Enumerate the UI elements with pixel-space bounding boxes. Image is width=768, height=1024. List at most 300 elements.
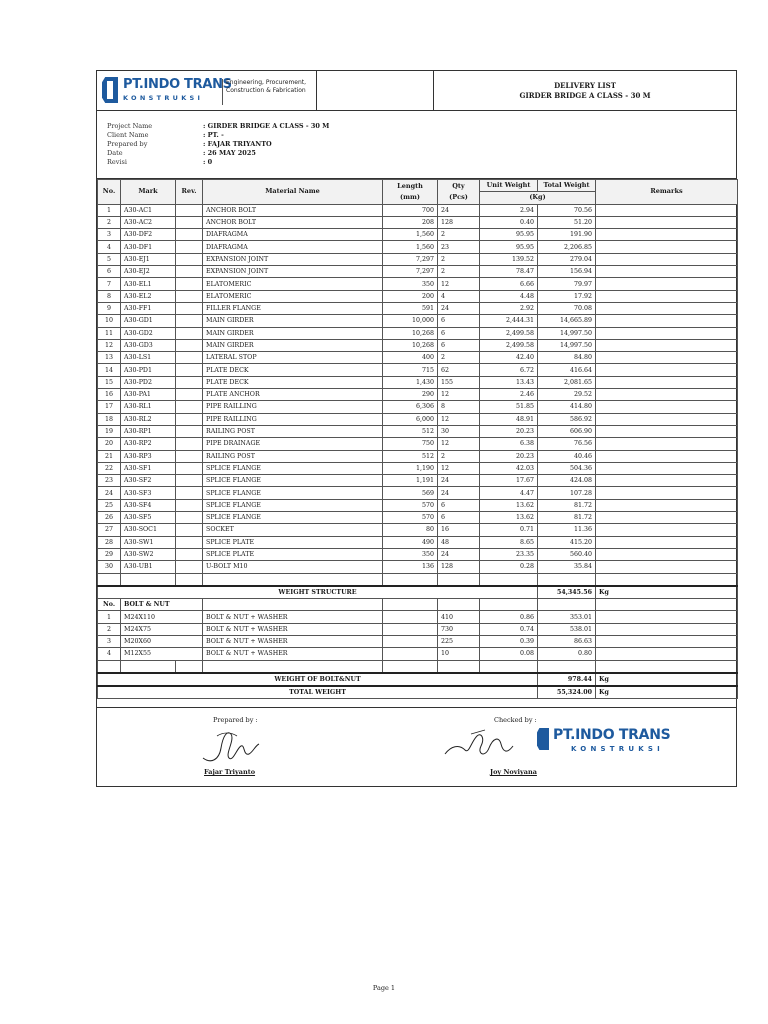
row-rev <box>176 425 203 437</box>
bolt-material: BOLT & NUT + WASHER <box>203 648 383 660</box>
row-material: ANCHOR BOLT <box>203 204 383 216</box>
row-unit-weight: 95.95 <box>480 229 538 241</box>
table-row <box>98 487 738 499</box>
row-rev <box>176 413 203 425</box>
blank-cell <box>383 573 438 586</box>
row-mark: A30-RL2 <box>121 413 176 425</box>
row-remarks <box>596 524 738 536</box>
row-rev <box>176 266 203 278</box>
revision-label: Revisi <box>107 158 127 166</box>
bolt-length <box>383 611 438 623</box>
blank-cell <box>480 660 538 673</box>
table-row <box>98 524 738 536</box>
row-qty: 6 <box>438 339 480 351</box>
row-material: ELATOMERIC <box>203 290 383 302</box>
project-name-label: Project Name <box>107 122 153 130</box>
row-material: SPLICE PLATE <box>203 536 383 548</box>
row-qty: 12 <box>438 278 480 290</box>
bolt-qty: 10 <box>438 648 480 660</box>
prepared-by-label: Prepared by <box>107 140 148 148</box>
row-length: 750 <box>383 438 438 450</box>
row-qty: 2 <box>438 229 480 241</box>
row-length: 512 <box>383 425 438 437</box>
row-material: LATERAL STOP <box>203 352 383 364</box>
table-row <box>98 216 738 228</box>
row-rev <box>176 450 203 462</box>
row-mark: A30-SF3 <box>121 487 176 499</box>
row-remarks <box>596 339 738 351</box>
row-remarks <box>596 536 738 548</box>
bolt-row <box>98 611 738 623</box>
row-qty: 12 <box>438 438 480 450</box>
row-no: 22 <box>98 462 121 474</box>
row-total-weight: 107.28 <box>538 487 596 499</box>
row-unit-weight: 13.62 <box>480 512 538 524</box>
weight-structure-row <box>98 586 738 599</box>
row-mark: A30-SW1 <box>121 536 176 548</box>
row-total-weight: 40.46 <box>538 450 596 462</box>
table-row <box>98 548 738 560</box>
row-length: 6,000 <box>383 413 438 425</box>
table-row <box>98 315 738 327</box>
row-remarks <box>596 389 738 401</box>
row-unit-weight: 6.66 <box>480 278 538 290</box>
row-mark: A30-PD2 <box>121 376 176 388</box>
blank-cell <box>480 573 538 586</box>
checked-stamp-logo-icon <box>537 728 549 750</box>
bolt-remarks <box>596 648 738 660</box>
row-no: 3 <box>98 229 121 241</box>
row-length: 1,191 <box>383 475 438 487</box>
row-total-weight: 14,997.50 <box>538 339 596 351</box>
table-row <box>98 512 738 524</box>
bolt-qty: 225 <box>438 635 480 647</box>
row-material: PLATE ANCHOR <box>203 389 383 401</box>
row-rev <box>176 302 203 314</box>
row-total-weight: 424.08 <box>538 475 596 487</box>
bolt-unit-weight: 0.08 <box>480 648 538 660</box>
row-total-weight: 414.80 <box>538 401 596 413</box>
row-rev <box>176 204 203 216</box>
row-length: 290 <box>383 389 438 401</box>
table-row <box>98 327 738 339</box>
checked-by-caption: Checked by : <box>494 716 537 724</box>
row-total-weight: 11.36 <box>538 524 596 536</box>
row-length: 7,297 <box>383 266 438 278</box>
row-remarks <box>596 376 738 388</box>
table-row <box>98 364 738 376</box>
bolt-row <box>98 623 738 635</box>
row-qty: 2 <box>438 253 480 265</box>
row-length: 570 <box>383 512 438 524</box>
signature-section <box>97 707 736 787</box>
stamp-company-subname: KONSTRUKSI <box>571 745 664 753</box>
row-remarks <box>596 548 738 560</box>
weight-bolt-row <box>98 673 738 686</box>
row-mark: A30-UB1 <box>121 561 176 573</box>
row-total-weight: 76.56 <box>538 438 596 450</box>
checked-signature <box>441 724 551 768</box>
total-weight-row-label: TOTAL WEIGHT <box>98 686 538 699</box>
row-length: 7,297 <box>383 253 438 265</box>
row-remarks <box>596 241 738 253</box>
table-header-row <box>98 180 738 192</box>
row-mark: A30-RP2 <box>121 438 176 450</box>
row-qty: 6 <box>438 499 480 511</box>
client-name-value: : PT. - <box>203 131 224 139</box>
row-mark: A30-FF1 <box>121 302 176 314</box>
total-weight-row <box>98 686 738 699</box>
bolt-material: BOLT & NUT + WASHER <box>203 611 383 623</box>
table-row <box>98 229 738 241</box>
row-remarks <box>596 204 738 216</box>
table-row <box>98 241 738 253</box>
row-remarks <box>596 290 738 302</box>
row-material: FILLER FLANGE <box>203 302 383 314</box>
row-total-weight: 156.94 <box>538 266 596 278</box>
row-unit-weight: 2.94 <box>480 204 538 216</box>
row-total-weight: 606.90 <box>538 425 596 437</box>
row-mark: A30-EJ1 <box>121 253 176 265</box>
row-length: 715 <box>383 364 438 376</box>
row-no: 26 <box>98 512 121 524</box>
col-length: Length (mm) <box>383 180 438 205</box>
row-total-weight: 51.20 <box>538 216 596 228</box>
row-qty: 23 <box>438 241 480 253</box>
total-weight-row-value: 55,324.00 <box>538 686 596 699</box>
row-remarks <box>596 438 738 450</box>
col-remarks: Remarks <box>596 180 738 205</box>
company-tagline: Engineering, Procurement, Construction & Fabrication <box>222 79 317 105</box>
prepared-by-value: : FAJAR TRIYANTO <box>203 140 272 148</box>
blank-cell <box>121 660 176 673</box>
row-unit-weight: 42.03 <box>480 462 538 474</box>
row-no: 10 <box>98 315 121 327</box>
row-rev <box>176 438 203 450</box>
row-unit-weight: 42.40 <box>480 352 538 364</box>
weight-bolt-row-unit: Kg <box>596 673 738 686</box>
row-unit-weight: 95.95 <box>480 241 538 253</box>
bolt-row <box>98 635 738 647</box>
blank-cell <box>121 573 176 586</box>
row-length: 1,190 <box>383 462 438 474</box>
row-no: 11 <box>98 327 121 339</box>
row-remarks <box>596 352 738 364</box>
bolt-qty: 730 <box>438 623 480 635</box>
row-unit-weight: 0.28 <box>480 561 538 573</box>
row-rev <box>176 241 203 253</box>
table-row <box>98 413 738 425</box>
row-mark: A30-EL2 <box>121 290 176 302</box>
blank-cell <box>438 660 480 673</box>
row-unit-weight: 51.85 <box>480 401 538 413</box>
row-unit-weight: 20.23 <box>480 450 538 462</box>
row-no: 5 <box>98 253 121 265</box>
row-mark: A30-SF1 <box>121 462 176 474</box>
table-row <box>98 253 738 265</box>
row-total-weight: 14,997.50 <box>538 327 596 339</box>
header-spacer <box>317 71 434 110</box>
blank-cell <box>98 660 121 673</box>
revision-value: : 0 <box>203 158 213 166</box>
row-qty: 16 <box>438 524 480 536</box>
row-no: 8 <box>98 290 121 302</box>
row-mark: A30-SOC1 <box>121 524 176 536</box>
table-row <box>98 401 738 413</box>
blank-cell <box>98 573 121 586</box>
row-no: 1 <box>98 204 121 216</box>
bolt-remarks <box>596 623 738 635</box>
row-total-weight: 79.97 <box>538 278 596 290</box>
row-rev <box>176 389 203 401</box>
row-qty: 128 <box>438 561 480 573</box>
row-qty: 128 <box>438 216 480 228</box>
row-material: MAIN GIRDER <box>203 327 383 339</box>
row-rev <box>176 290 203 302</box>
bolt-unit-weight: 0.39 <box>480 635 538 647</box>
blank-cell <box>203 660 383 673</box>
row-remarks <box>596 487 738 499</box>
row-remarks <box>596 315 738 327</box>
row-no: 19 <box>98 425 121 437</box>
bolt-length <box>383 635 438 647</box>
bolt-col-no: No. <box>98 599 121 611</box>
bolt-total-weight: 353.01 <box>538 611 596 623</box>
table-row <box>98 462 738 474</box>
bolt-no: 3 <box>98 635 121 647</box>
row-material: SPLICE FLANGE <box>203 487 383 499</box>
row-total-weight: 84.80 <box>538 352 596 364</box>
row-no: 16 <box>98 389 121 401</box>
row-unit-weight: 4.48 <box>480 290 538 302</box>
bolt-row <box>98 648 738 660</box>
row-unit-weight: 2,444.31 <box>480 315 538 327</box>
row-total-weight: 35.84 <box>538 561 596 573</box>
blank-cell <box>383 660 438 673</box>
row-material: SOCKET <box>203 524 383 536</box>
row-total-weight: 2,206.85 <box>538 241 596 253</box>
bolt-no: 4 <box>98 648 121 660</box>
weight-structure-row-label: WEIGHT STRUCTURE <box>98 586 538 599</box>
row-material: PLATE DECK <box>203 364 383 376</box>
row-remarks <box>596 499 738 511</box>
row-remarks <box>596 266 738 278</box>
row-length: 569 <box>383 487 438 499</box>
row-unit-weight: 23.35 <box>480 548 538 560</box>
table-row <box>98 204 738 216</box>
row-qty: 62 <box>438 364 480 376</box>
row-qty: 48 <box>438 536 480 548</box>
row-unit-weight: 20.23 <box>480 425 538 437</box>
row-total-weight: 81.72 <box>538 499 596 511</box>
row-qty: 155 <box>438 376 480 388</box>
blank-cell <box>438 573 480 586</box>
row-no: 9 <box>98 302 121 314</box>
row-rev <box>176 327 203 339</box>
row-unit-weight: 78.47 <box>480 266 538 278</box>
row-unit-weight: 4.47 <box>480 487 538 499</box>
table-row <box>98 499 738 511</box>
row-rev <box>176 376 203 388</box>
row-rev <box>176 462 203 474</box>
row-no: 14 <box>98 364 121 376</box>
row-rev <box>176 315 203 327</box>
bolt-section-title: BOLT & NUT <box>121 599 203 611</box>
row-remarks <box>596 278 738 290</box>
row-no: 12 <box>98 339 121 351</box>
blank-cell <box>176 573 203 586</box>
row-length: 1,430 <box>383 376 438 388</box>
row-no: 6 <box>98 266 121 278</box>
row-qty: 24 <box>438 475 480 487</box>
row-no: 15 <box>98 376 121 388</box>
row-unit-weight: 17.67 <box>480 475 538 487</box>
row-mark: A30-GD1 <box>121 315 176 327</box>
bolt-header-row <box>98 599 738 611</box>
row-unit-weight: 48.91 <box>480 413 538 425</box>
row-unit-weight: 13.62 <box>480 499 538 511</box>
row-material: SPLICE FLANGE <box>203 462 383 474</box>
row-remarks <box>596 364 738 376</box>
blank-cell <box>538 599 596 611</box>
row-remarks <box>596 302 738 314</box>
row-material: MAIN GIRDER <box>203 339 383 351</box>
blank-row <box>98 573 738 586</box>
blank-cell <box>203 599 383 611</box>
row-length: 350 <box>383 278 438 290</box>
bolt-material: BOLT & NUT + WASHER <box>203 623 383 635</box>
blank-cell <box>538 660 596 673</box>
row-rev <box>176 352 203 364</box>
row-total-weight: 560.40 <box>538 548 596 560</box>
row-material: MAIN GIRDER <box>203 315 383 327</box>
row-material: DIAFRAGMA <box>203 229 383 241</box>
row-no: 20 <box>98 438 121 450</box>
col-mark: Mark <box>121 180 176 205</box>
project-name-value: : GIRDER BRIDGE A CLASS - 30 M <box>203 122 330 130</box>
row-total-weight: 2,081.65 <box>538 376 596 388</box>
stamp-company-name: PT.INDO TRANS <box>553 727 671 743</box>
row-remarks <box>596 229 738 241</box>
row-mark: A30-PA1 <box>121 389 176 401</box>
row-total-weight: 279.04 <box>538 253 596 265</box>
row-mark: A30-EJ2 <box>121 266 176 278</box>
row-mark: A30-RP3 <box>121 450 176 462</box>
row-total-weight: 191.90 <box>538 229 596 241</box>
row-length: 1,560 <box>383 229 438 241</box>
material-rows <box>98 204 738 699</box>
row-unit-weight: 0.40 <box>480 216 538 228</box>
row-total-weight: 586.92 <box>538 413 596 425</box>
row-remarks <box>596 413 738 425</box>
row-material: SPLICE PLATE <box>203 548 383 560</box>
row-no: 7 <box>98 278 121 290</box>
table-row <box>98 376 738 388</box>
row-rev <box>176 364 203 376</box>
row-rev <box>176 536 203 548</box>
row-unit-weight: 8.65 <box>480 536 538 548</box>
row-qty: 2 <box>438 266 480 278</box>
row-qty: 24 <box>438 548 480 560</box>
row-total-weight: 416.64 <box>538 364 596 376</box>
row-qty: 24 <box>438 487 480 499</box>
row-no: 2 <box>98 216 121 228</box>
blank-cell <box>438 599 480 611</box>
row-material: DIAFRAGMA <box>203 241 383 253</box>
row-total-weight: 17.92 <box>538 290 596 302</box>
row-qty: 8 <box>438 401 480 413</box>
row-rev <box>176 487 203 499</box>
row-rev <box>176 548 203 560</box>
row-unit-weight: 2.92 <box>480 302 538 314</box>
table-row <box>98 475 738 487</box>
row-qty: 6 <box>438 512 480 524</box>
table-row <box>98 266 738 278</box>
weight-bolt-row-value: 978.44 <box>538 673 596 686</box>
bolt-remarks <box>596 635 738 647</box>
row-rev <box>176 512 203 524</box>
row-rev <box>176 253 203 265</box>
row-material: U-BOLT M10 <box>203 561 383 573</box>
bolt-mark: M24X110 <box>121 611 203 623</box>
row-unit-weight: 2,499.58 <box>480 327 538 339</box>
row-remarks <box>596 216 738 228</box>
row-material: SPLICE FLANGE <box>203 499 383 511</box>
row-remarks <box>596 512 738 524</box>
row-no: 4 <box>98 241 121 253</box>
row-length: 80 <box>383 524 438 536</box>
bolt-qty: 410 <box>438 611 480 623</box>
bolt-mark: M12X55 <box>121 648 203 660</box>
company-logo-icon <box>102 77 118 103</box>
row-total-weight: 29.52 <box>538 389 596 401</box>
prepared-by-caption: Prepared by : <box>213 716 258 724</box>
page-footer: Page 1 <box>372 984 396 992</box>
row-length: 10,268 <box>383 339 438 351</box>
table-row <box>98 290 738 302</box>
row-rev <box>176 499 203 511</box>
delivery-list-sheet <box>96 70 737 787</box>
row-qty: 12 <box>438 389 480 401</box>
row-rev <box>176 339 203 351</box>
row-material: ELATOMERIC <box>203 278 383 290</box>
row-mark: A30-SF2 <box>121 475 176 487</box>
project-info <box>97 111 736 179</box>
row-total-weight: 415.20 <box>538 536 596 548</box>
weight-structure-row-value: 54,345.56 <box>538 586 596 599</box>
row-mark: A30-AC2 <box>121 216 176 228</box>
row-qty: 24 <box>438 204 480 216</box>
total-weight-row-unit: Kg <box>596 686 738 699</box>
row-no: 21 <box>98 450 121 462</box>
row-length: 512 <box>383 450 438 462</box>
row-qty: 12 <box>438 413 480 425</box>
row-material: PLATE DECK <box>203 376 383 388</box>
row-unit-weight: 13.43 <box>480 376 538 388</box>
row-rev <box>176 229 203 241</box>
row-length: 10,268 <box>383 327 438 339</box>
row-rev <box>176 561 203 573</box>
row-no: 29 <box>98 548 121 560</box>
row-no: 25 <box>98 499 121 511</box>
row-rev <box>176 401 203 413</box>
blank-cell <box>176 660 203 673</box>
row-mark: A30-DF2 <box>121 229 176 241</box>
row-qty: 12 <box>438 462 480 474</box>
bolt-no: 1 <box>98 611 121 623</box>
row-mark: A30-AC1 <box>121 204 176 216</box>
row-mark: A30-GD2 <box>121 327 176 339</box>
